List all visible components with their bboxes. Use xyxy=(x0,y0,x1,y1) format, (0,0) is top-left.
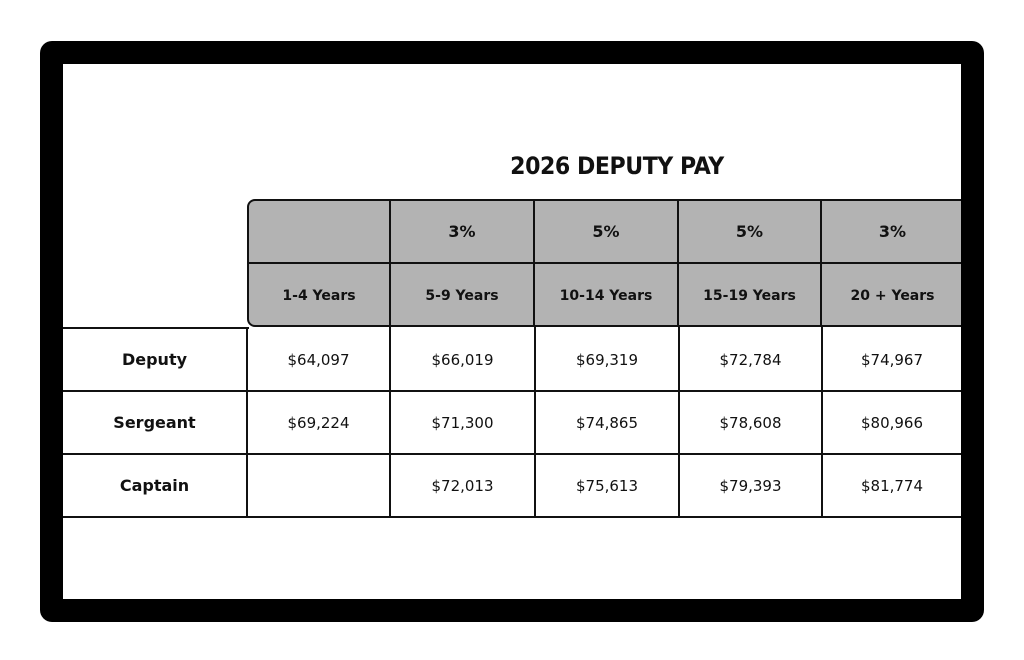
grid-col-divider xyxy=(389,327,391,518)
pay-cell: $72,784 xyxy=(719,350,782,369)
increase-cell xyxy=(249,201,389,262)
table-row xyxy=(63,392,961,455)
pay-cell: $78,608 xyxy=(719,413,782,432)
years-cell: 15-19 Years xyxy=(703,287,796,304)
page-title: 2026 DEPUTY PAY xyxy=(510,152,724,180)
pay-cell: $69,224 xyxy=(287,413,350,432)
table-row xyxy=(63,455,961,518)
table-header xyxy=(247,199,961,327)
increase-cell: 5% xyxy=(592,222,620,241)
grid-col-divider xyxy=(246,327,248,518)
pay-cell: $72,013 xyxy=(431,476,494,495)
pay-cell: $75,613 xyxy=(575,476,639,495)
grid-col-divider xyxy=(534,327,536,518)
pay-cell: $81,774 xyxy=(860,476,924,495)
increase-cell: 3% xyxy=(878,222,907,241)
pay-cell: $66,019 xyxy=(431,350,494,369)
pay-cell: $69,319 xyxy=(575,350,639,369)
years-cell: 20 + Years xyxy=(850,287,935,304)
years-cell: 5-9 Years xyxy=(425,287,499,304)
pay-cell: $64,097 xyxy=(287,350,350,369)
pay-cell: $74,967 xyxy=(860,350,924,369)
grid-col-divider xyxy=(678,327,680,518)
grid-col-divider xyxy=(821,327,823,518)
row-label: Captain xyxy=(119,476,190,495)
years-cell: 1-4 Years xyxy=(282,287,356,304)
pay-cell: $74,865 xyxy=(575,413,639,432)
pay-cell: $80,966 xyxy=(860,413,924,432)
years-cell: 10-14 Years xyxy=(559,287,653,304)
row-label: Deputy xyxy=(121,350,188,369)
row-label: Sergeant xyxy=(113,413,196,432)
increase-cell: 3% xyxy=(448,222,476,241)
pay-table-sheet xyxy=(63,64,961,599)
pay-cell: $71,300 xyxy=(431,413,494,432)
pay-cell: $79,393 xyxy=(719,476,782,495)
pay-cell xyxy=(248,455,389,516)
increase-cell: 5% xyxy=(735,222,764,241)
table-row xyxy=(63,329,961,392)
